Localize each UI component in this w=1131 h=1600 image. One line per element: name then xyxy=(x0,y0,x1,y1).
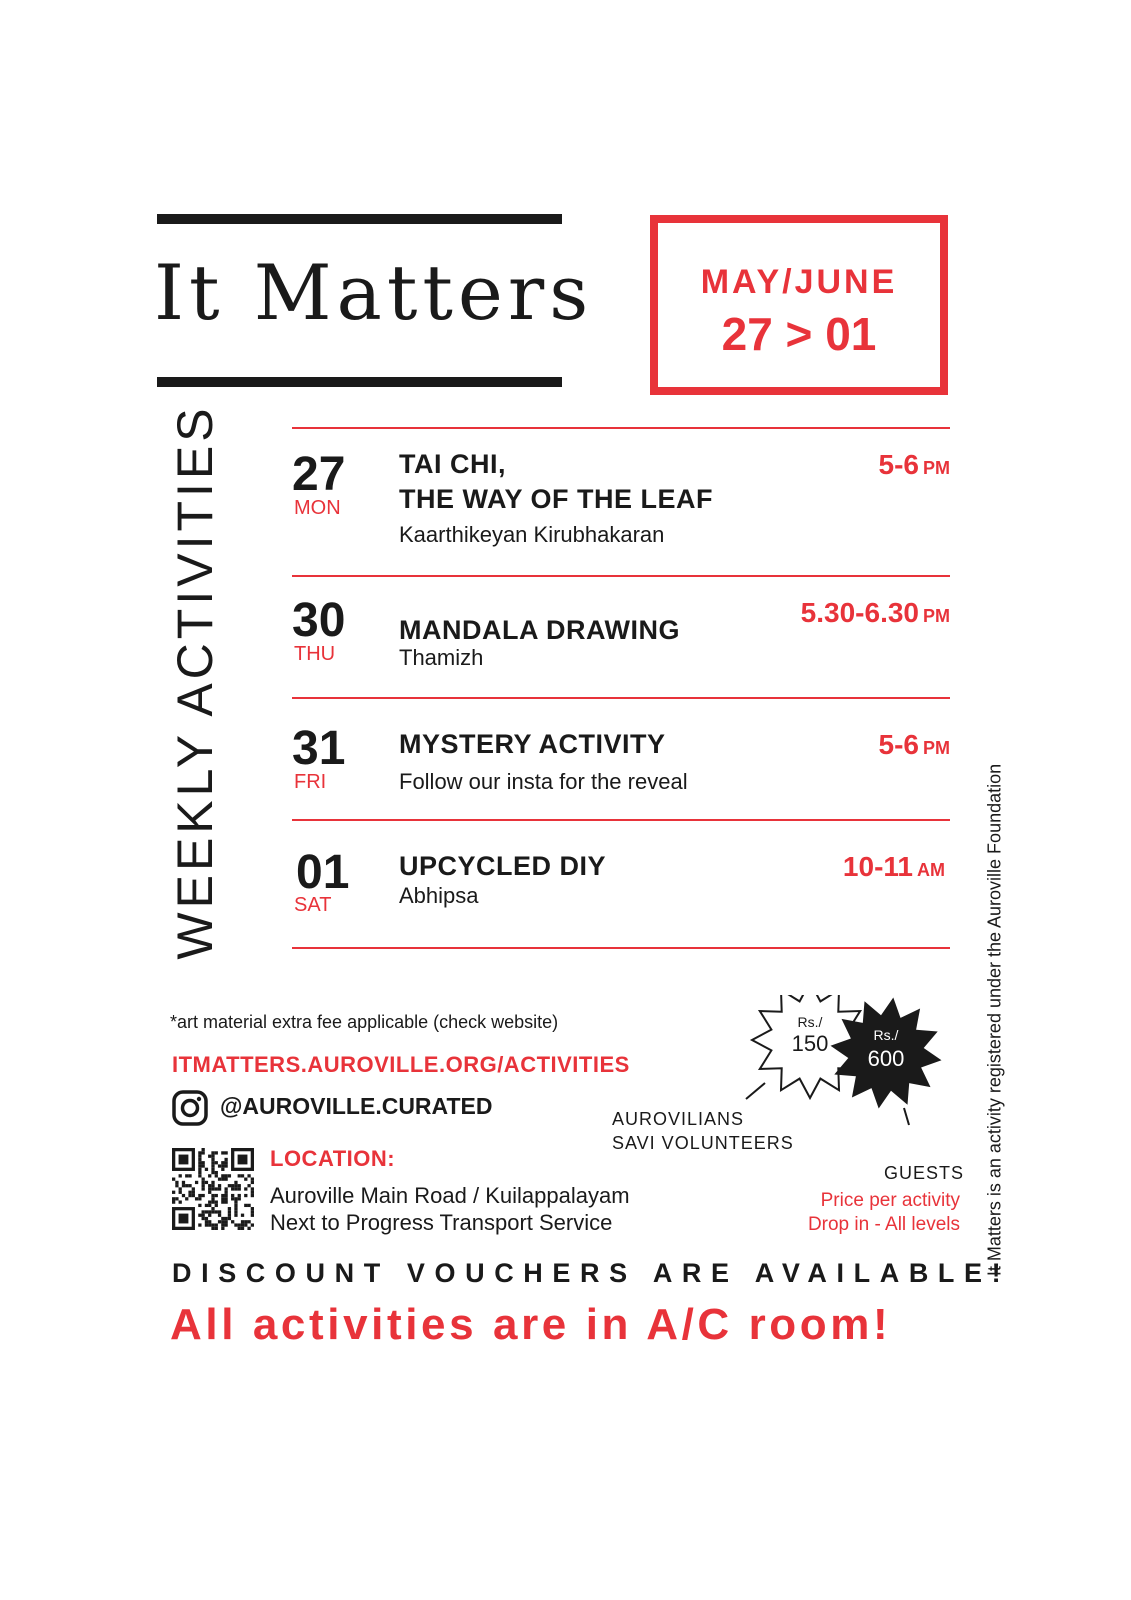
activity-time-range: 10-11 xyxy=(842,851,913,882)
activity-title: UPCYCLED DIY xyxy=(399,851,607,881)
guest-label: GUESTS xyxy=(884,1163,965,1183)
guest-pointer-line xyxy=(904,1108,909,1125)
activity-time-range: 5-6 xyxy=(878,729,919,760)
activity-day: 27 xyxy=(292,448,346,501)
aurovilian-label-line: SAVI VOLUNTEERS xyxy=(612,1133,794,1153)
weekly-activities-heading: WEEKLY ACTIVITIES xyxy=(167,404,223,960)
activity-row xyxy=(292,575,950,697)
activity-title xyxy=(399,447,713,517)
activity-divider xyxy=(292,947,950,949)
date-months: MAY/JUNE xyxy=(700,263,898,301)
activity-time-range: 5.30-6.30 xyxy=(800,597,919,628)
price-note-line: Price per activity xyxy=(820,1190,960,1211)
activity-time-ampm: PM xyxy=(923,738,950,758)
guest-currency: Rs./ xyxy=(873,1027,899,1043)
price-note-line: Drop in - All levels xyxy=(807,1214,960,1235)
activity-time xyxy=(843,851,945,883)
activity-title: MYSTERY ACTIVITY xyxy=(399,729,666,759)
activity-day: 30 xyxy=(292,594,346,647)
activity-time-ampm: PM xyxy=(923,606,950,626)
activity-day: 01 xyxy=(296,846,350,899)
title-top-rule xyxy=(157,214,562,224)
qr-code xyxy=(172,1148,254,1230)
website-link[interactable]: ITMATTERS.AUROVILLE.ORG/ACTIVITIES xyxy=(172,1052,630,1077)
foundation-note: It Matters is an activity registered under the Auroville Foundation xyxy=(984,763,1005,1277)
activity-day: 31 xyxy=(292,722,346,775)
activity-row xyxy=(292,819,950,947)
art-material-note: *art material extra fee applicable (check website) xyxy=(170,1012,559,1032)
aurovilian-price: 150 xyxy=(791,1031,829,1056)
aurovilian-label xyxy=(612,1107,794,1155)
activity-weekday: MON xyxy=(294,497,341,519)
activity-time xyxy=(801,597,950,629)
ac-room-banner: All activities are in A/C room! xyxy=(170,1300,892,1349)
activity-time-range: 5-6 xyxy=(878,449,919,480)
brand-title: It Matters xyxy=(154,248,594,337)
aurovilian-currency: Rs./ xyxy=(797,1014,823,1030)
aurovilian-pointer-line xyxy=(746,1083,765,1099)
activity-title: MANDALA DRAWING xyxy=(399,615,680,645)
activity-weekday: SAT xyxy=(294,894,332,916)
activity-weekday: FRI xyxy=(294,771,327,793)
activity-time-ampm: AM xyxy=(917,860,945,880)
activity-row xyxy=(292,697,950,819)
activity-host: Thamizh xyxy=(399,645,484,670)
price-note xyxy=(760,1189,960,1237)
location-address: Auroville Main Road / Kuilappalayam xyxy=(270,1183,630,1208)
activity-host: Kaarthikeyan Kirubhakaran xyxy=(399,522,665,547)
instagram-handle[interactable]: @AUROVILLE.CURATED xyxy=(220,1093,493,1119)
activity-time xyxy=(879,729,950,761)
title-bottom-rule xyxy=(157,377,562,387)
guest-price: 600 xyxy=(867,1046,905,1071)
instagram-icon xyxy=(172,1090,208,1131)
location-label: LOCATION: xyxy=(270,1146,396,1171)
aurovilian-label-line: AUROVILIANS xyxy=(612,1109,745,1129)
activity-title-line: TAI CHI, xyxy=(399,449,506,479)
activity-time xyxy=(879,449,950,481)
date-box xyxy=(650,215,948,395)
activity-time-ampm: PM xyxy=(923,458,950,478)
activity-weekday: THU xyxy=(294,643,336,665)
date-range: 27 > 01 xyxy=(721,308,877,360)
activity-host: Abhipsa xyxy=(399,883,479,908)
activity-host: Follow our insta for the reveal xyxy=(399,769,688,794)
location-landmark: Next to Progress Transport Service xyxy=(270,1210,613,1235)
discount-vouchers-banner: DISCOUNT VOUCHERS ARE AVAILABLE! xyxy=(172,1258,1011,1288)
activity-title-line: THE WAY OF THE LEAF xyxy=(399,484,714,514)
activity-row xyxy=(292,427,950,575)
